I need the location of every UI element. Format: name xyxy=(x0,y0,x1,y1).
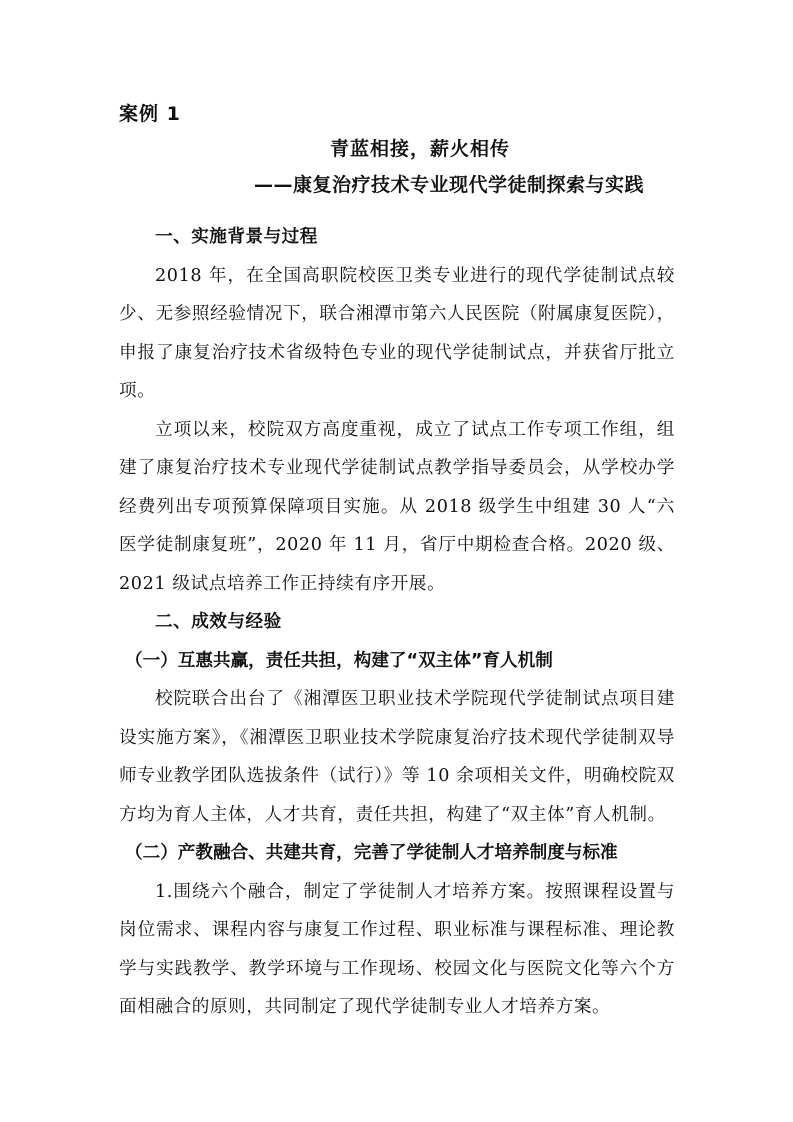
paragraph-training-plan: 1.围绕六个融合，制定了学徒制人才培养方案。按照课程设置与岗位需求、课程内容与康复工作过程、职业标准与课程标准、理论教学与实践教学、教学环境与工作现场、校园文化与医院文化等六个方面相融合的原则，共同制定了现代学徒制专业人才培养方案。 xyxy=(119,881,675,1017)
case-label: 案例 1 xyxy=(119,103,181,125)
section-heading-background: 一、实施背景与过程 xyxy=(155,227,318,247)
paragraph-establishment: 立项以来，校院双方高度重视，成立了试点工作专项工作组，组建了康复治疗技术专业现代学徒制试点教学指导委员会，从学校办学经费列出专项预算保障项目实施。从 2018 级学生中组建 30 人“六医学徒制康复班”，2020 年 11 月，省厅中期检查合格。2020 级、2021 级试点培养工作正持续有序开展。 xyxy=(119,419,675,594)
document-subtitle: ——康复治疗技术专业现代学徒制探索与实践 xyxy=(254,174,645,196)
document-body xyxy=(119,218,675,1027)
paragraph-dual-subject: 校院联合出台了《湘潭医卫职业技术学院现代学徒制试点项目建设实施方案》，《湘潭医卫职业技术学院康复治疗技术现代学徒制双导师专业教学团队选拔条件（试行）》等 10 余项相关文件，明确校院双方均为育人主体，人才共育，责任共担，构建了“双主体”育人机制。 xyxy=(119,689,675,825)
subsection-heading-integration: （二）产教融合、共建共育，完善了学徒制人才培养制度与标准 xyxy=(125,843,618,863)
paragraph-background: 2018 年，在全国高职院校医卫类专业进行的现代学徒制试点较少、无参照经验情况下，联合湘潭市第六人民医院（附属康复医院），申报了康复治疗技术省级特色专业的现代学徒制试点，并获省厅批立项。 xyxy=(119,265,675,401)
section-heading-results: 二、成效与经验 xyxy=(155,612,282,632)
subsection-heading-dual-subject: （一）互惠共赢，责任共担，构建了“双主体”育人机制 xyxy=(125,650,553,671)
document-title: 青蓝相接，薪火相传 xyxy=(330,138,511,160)
